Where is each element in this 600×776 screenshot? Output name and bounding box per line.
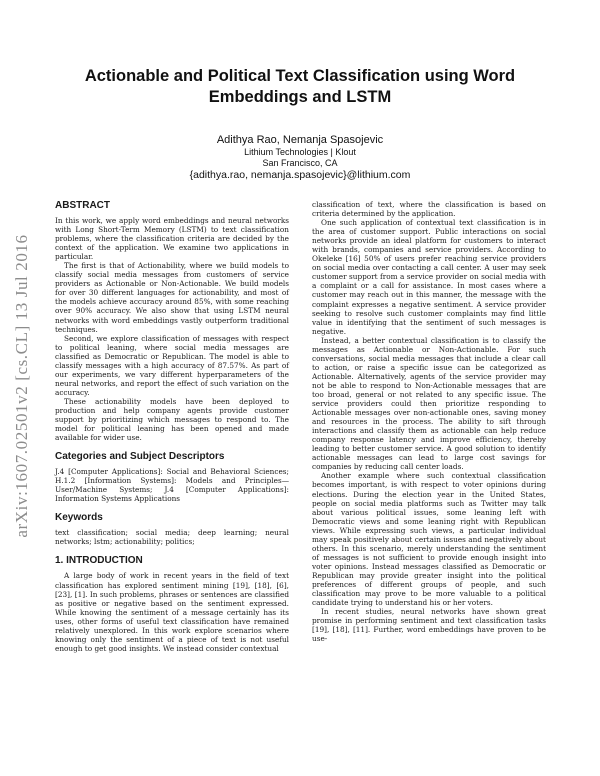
abstract-paragraph: The first is that of Actionability, where we build models to classify social media messages from customers of service providers as Actionable or Non-Actionable. We build models for over 30 different languages for actionability, and most of the models achieve accuracy around 85%, with some reaching over 90% accuracy. We also show that using LSTM neural networks with word embeddings vastly outperform traditional techniques.	[55, 261, 289, 334]
body-paragraph: classification of text, where the classification is based on criteria determined by the application.	[312, 200, 546, 219]
abstract-paragraph: These actionability models have been deployed to production and help company agents provide customer support by prioritizing which messages to respond to. The model for political leaning has been opened and made available for wider use.	[55, 396, 289, 443]
introduction-heading: 1. INTRODUCTION	[55, 555, 143, 567]
author-location: San Francisco, CA	[262, 158, 338, 168]
intro-paragraph: A large body of work in recent years in the field of text classification has explored sentiment mining [19], [18], [6], [23], [1]. In such problems, phrases or sentences are classified as positive or negative based on the sentiment expressed. While knowing the sentiment of a message certainly has its uses, other forms of useful text classification have remained relatively unexplored. In this work explore scenarios where knowing only the sentiment of a piece of text is not useful enough to get good insights. We instead consider contextual	[55, 571, 289, 653]
categories-heading: Categories and Subject Descriptors	[55, 451, 225, 463]
categories-text: J.4 [Computer Applications]: Social and Behavioral Sciences; H.1.2 [Information Systems]: Models and Principles—User/Machine Systems; J.4 [Computer Applications]: Information Systems Applications	[55, 467, 289, 504]
left-column	[55, 200, 289, 653]
right-column	[312, 200, 546, 643]
keywords-heading: Keywords	[55, 512, 103, 524]
body-paragraph: In recent studies, neural networks have shown great promise in performing sentiment and text classification tasks [19], [18], [11]. Further, word embeddings have proven to be use-	[312, 607, 546, 644]
arxiv-stamp: arXiv:1607.02501v2 [cs.CL] 13 Jul 2016	[12, 234, 31, 538]
author-names: Adithya Rao, Nemanja Spasojevic	[216, 134, 384, 146]
keywords-text: text classification; social media; deep learning; neural networks; lstm; actionability; politics;	[55, 528, 289, 547]
author-block	[100, 133, 500, 182]
abstract-paragraph: In this work, we apply word embeddings and neural networks with Long Short-Term Memory (LSTM) to text classification problems, where the classification criteria are decided by the context of the application. We examine two applications in particular.	[55, 216, 289, 262]
abstract-heading: ABSTRACT	[55, 200, 110, 211]
body-paragraph: Another example where such contextual classification becomes important, is with respect to voter opinions during elections. During the election year in the United States, people on social media platforms such as Twitter may talk about various political issues, some leaning left with Democratic views and some leaning right with Republican views. While expressing such views, a particular individual may speak positively about certain issues and negatively about others. In this scenario, merely understanding the sentiment of messages is not sufficient to provide enough insight into voter opinions. Instead messages classified as Democratic or Republican may provide greater insight into the political preferences of different groups of people, and such classification may prove to be more valuable to a political candidate trying to understand his or her voters.	[312, 471, 546, 608]
paper-title: Actionable and Political Text Classification using Word Embeddings and LSTM	[84, 67, 516, 106]
author-affiliation: Lithium Technologies | Klout	[244, 147, 356, 157]
abstract-paragraph: Second, we explore classification of messages with respect to political leaning, where social media messages are classified as Democratic or Republican. The model is able to classify messages with a high accuracy of 87.57%. As part of our experiments, we vary different hyperparameters of the neural networks, and report the effect of such variation on the accuracy.	[55, 333, 289, 397]
author-email: {adithya.rao, nemanja.spasojevic}@lithium.com	[189, 169, 411, 181]
body-paragraph: Instead, a better contextual classification is to classify the messages as Actionable or Non-Actionable. For such conversations, social media messages that include a clear call to action, or raise a specific issue can be categorized as Actionable. Alternatively, agents of the service provider may not be able to respond to Non-Actionable messages that are too broad, general or not related to any specific issue. The service providers could then prioritize responding to Actionable messages over non-actionable ones, saving money and resources in the process. The ability to sift through interactions and classify them as actionable can help reduce company response latency and improve efficiency, thereby leading to better customer service. A good solution to identify actionable messages can lead to large cost savings for companies by reducing call center loads.	[312, 335, 546, 472]
body-paragraph: One such application of contextual text classification is in the area of customer support. Public interactions on social networks provide an ideal platform for customers to interact with brands, companies and service providers. According to Okeleke [16] 50% of users prefer reaching service providers on social media over contacting a call center. A user may seek customer support from a service provider on social media with a complaint or a call for assistance. In most cases where a customer may reach out in this manner, the message with the complaint expresses a negative sentiment. A service provider seeking to resolve such customer complaints may find little value in identifying that the sentiment of such messages is negative.	[312, 218, 546, 336]
